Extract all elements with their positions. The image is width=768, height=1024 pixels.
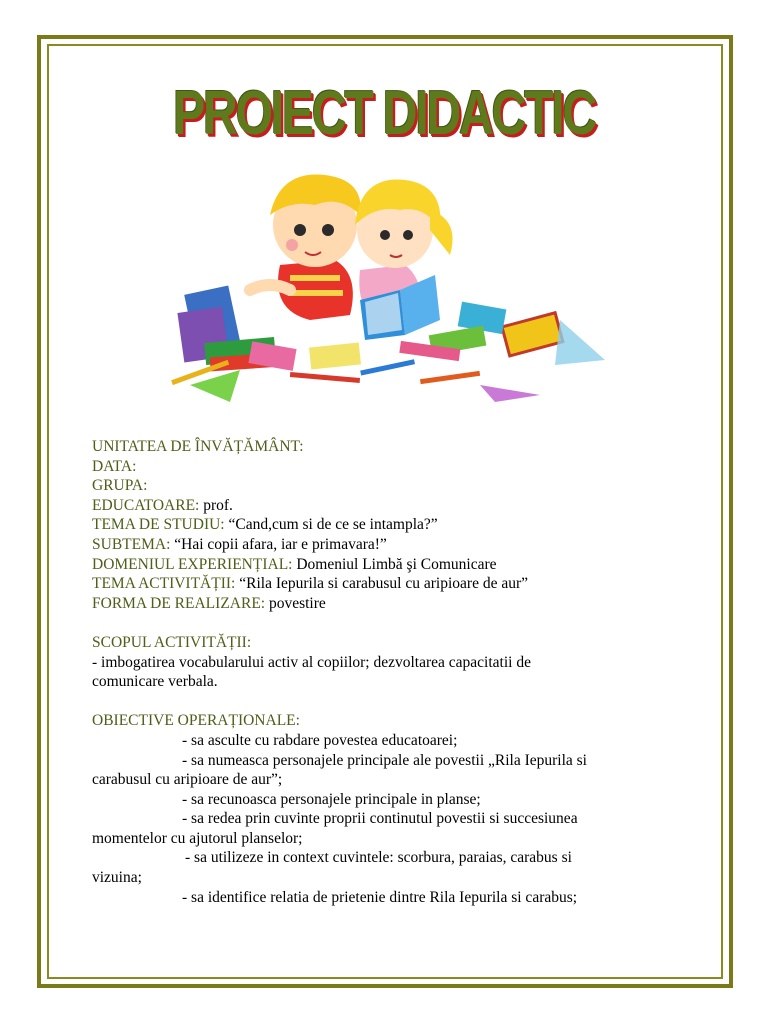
children-studying-illustration bbox=[160, 170, 610, 405]
objective-3: - sa recunoasca personajele principale in planse; bbox=[182, 790, 481, 808]
field-tema-activitatii: TEMA ACTIVITĂȚII: “Rila Iepurila si carabusul cu aripioare de aur” bbox=[92, 575, 528, 593]
document-title: PROIECT DIDACTIC bbox=[173, 79, 595, 148]
field-data: DATA: bbox=[92, 457, 137, 475]
scope-text-line2: comunicare verbala. bbox=[92, 673, 218, 691]
field-educatoare: EDUCATOARE: prof. bbox=[92, 496, 233, 514]
scope-text-line1: - imbogatirea vocabularului activ al copiilor; dezvoltarea capacitatii de bbox=[92, 653, 531, 671]
objective-5-line1: - sa utilizeze in context cuvintele: scorbura, paraias, carabus si bbox=[185, 849, 572, 867]
field-domeniul: DOMENIUL EXPERIENȚIAL: Domeniul Limbă şi Comunicare bbox=[92, 555, 497, 573]
boy-figure bbox=[250, 175, 361, 321]
spacer bbox=[92, 692, 672, 712]
field-unitatea: UNITATEA DE ÎNVĂȚĂMÂNT: bbox=[92, 438, 304, 455]
field-grupa: GRUPA: bbox=[92, 477, 148, 495]
field-forma-de-realizare: FORMA DE REALIZARE: povestire bbox=[92, 594, 326, 612]
objectives-heading: OBIECTIVE OPERAȚIONALE: bbox=[92, 712, 300, 730]
document-body bbox=[92, 437, 672, 907]
field-tema-de-studiu: TEMA DE STUDIU: “Cand,cum si de ce se intampla?” bbox=[92, 516, 438, 534]
spacer bbox=[92, 613, 672, 633]
objective-4-line2: momentelor cu ajutorul planselor; bbox=[92, 829, 303, 847]
objective-6: - sa identifice relatia de prietenie dintre Rila Iepurila si carabus; bbox=[182, 888, 578, 906]
objective-1: - sa asculte cu rabdare povestea educatoarei; bbox=[182, 731, 458, 749]
field-subtema: SUBTEMA: “Hai copii afara, iar e primavara!” bbox=[92, 535, 387, 553]
objective-4-line1: - sa redea prin cuvinte proprii continutul povestii si succesiunea bbox=[182, 810, 578, 828]
objective-2-line2: carabusul cu aripioare de aur”; bbox=[92, 771, 283, 789]
objective-2-line1: - sa numeasca personajele principale ale povestii „Rila Iepurila si bbox=[182, 751, 587, 769]
objective-5-line2: vizuina; bbox=[92, 869, 142, 887]
scope-heading: SCOPUL ACTIVITĂȚII: bbox=[92, 633, 252, 651]
